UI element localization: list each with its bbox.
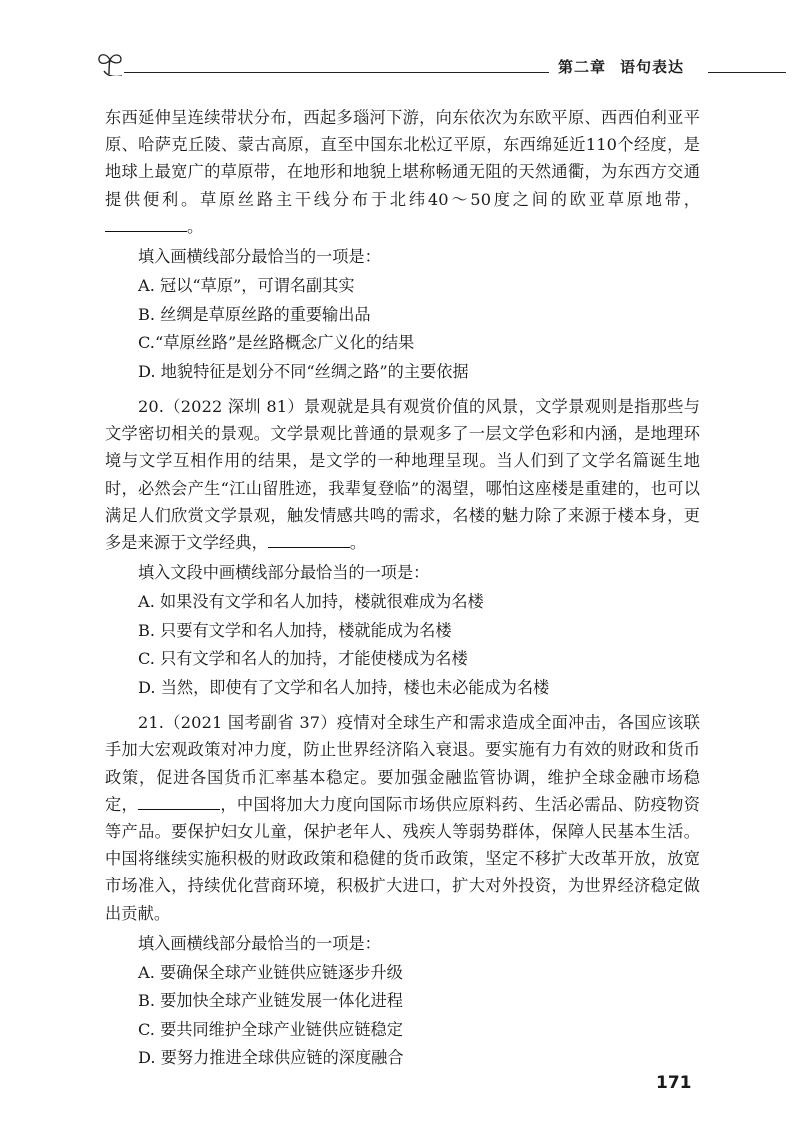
question-20-prompt: 填入文段中画横线部分最恰当的一项是： (138, 563, 430, 583)
question-21-text-before: 21.（2021 国考副省 37）疫情对全球生产和需求造成全面冲击，各国应该联手加大宏观政策对冲力度，防止世界经济陷入衰退。要实施有力有效的财政和货币政策，促进各国货币汇率基本稳定。要加强金融监管协调，维护全球金融市场稳定， (105, 713, 700, 814)
question-20-text: 20.（2022 深圳 81）景观就是具有观赏价值的风景，文学景观则是指那些与文学密切相关的景观。文学景观比普通的景观多了一层文学色彩和内涵，是地理环境与文学互相作用的结果，是文学的一种地理呈现。当人们到了文学名篇诞生地时，必然会产生“江山留胜迹，我辈复登临”的渴望，哪怕这座楼是重建的，也可以满足人们欣赏文学景观，触发情感共鸣的需求，名楼的魅力除了来源于楼本身，更多是来源于文学经典， (105, 397, 700, 553)
question-19-option-b: B. 丝绸是草原丝路的重要输出品 (138, 304, 371, 324)
page-content (105, 104, 700, 1073)
question-21-option-a: A. 要确保全球产业链供应链逐步升级 (138, 962, 403, 982)
question-20-option-c: C. 只有文学和名人的加持，才能使楼成为名楼 (138, 649, 468, 669)
fill-blank (105, 217, 187, 232)
question-19-prompt: 填入画横线部分最恰当的一项是： (138, 247, 381, 267)
question-21-stem (105, 709, 700, 927)
question-21-prompt: 填入画横线部分最恰当的一项是： (138, 933, 381, 953)
passage-19-end: 。 (187, 216, 204, 236)
question-20-option-d: D. 当然，即使有了文学和名人加持，楼也未必能成为名楼 (138, 677, 550, 697)
question-21-option-d: D. 要努力推进全球供应链的深度融合 (138, 1048, 404, 1068)
question-20-option-a: A. 如果没有文学和名人加持，楼就很难成为名楼 (138, 592, 484, 612)
passage-19-text: 东西延伸呈连续带状分布，西起多瑙河下游，向东依次为东欧平原、西西伯利亚平原、哈萨克丘陵、蒙古高原，直至中国东北松辽平原，东西绵延近110个经度，是地球上最宽广的草原带，在地形和地貌上堪称畅通无阻的天然通衢，为东西方交通提供便利。草原丝路主干线分布于北纬40～50度之间的欧亚草原地带， (105, 108, 700, 209)
fill-blank (268, 533, 350, 548)
header-rule-right (708, 72, 786, 73)
chapter-title (558, 56, 704, 77)
question-21-text-after: ，中国将加大力度向国际市场供应原料药、生活必需品、防疫物资等产品。要保护妇女儿童，保护老年人、残疾人等弱势群体，保障人民基本生活。中国将继续实施积极的财政政策和稳健的货币政策，坚定不移扩大改革开放，放宽市场准入，持续优化营商环境，积极扩大进口，扩大对外投资，为世界经济稳定做出贡献。 (105, 794, 701, 923)
question-19-option-c: C.“草原丝路”是丝路概念广义化的结果 (138, 333, 415, 353)
sprout-icon (96, 50, 124, 76)
question-21-option-b: B. 要加快全球产业链发展一体化进程 (138, 991, 403, 1011)
page-number: 171 (656, 1073, 692, 1093)
chapter-number: 第二章 (558, 58, 607, 76)
question-21-option-c: C. 要共同维护全球产业链供应链稳定 (138, 1019, 403, 1039)
question-19-option-a: A. 冠以“草原”，可谓名副其实 (138, 276, 355, 296)
header-rule-left (124, 72, 549, 73)
running-header (96, 46, 786, 86)
question-20-option-b: B. 只要有文学和名人加持，楼就能成为名楼 (138, 620, 452, 640)
section-title: 语句表达 (620, 58, 685, 76)
question-20-end: 。 (349, 533, 367, 553)
question-19-option-d: D. 地貌特征是划分不同“丝绸之路”的主要依据 (138, 361, 469, 381)
question-20-stem (105, 393, 700, 556)
fill-blank (138, 795, 220, 810)
passage-19 (105, 104, 700, 240)
